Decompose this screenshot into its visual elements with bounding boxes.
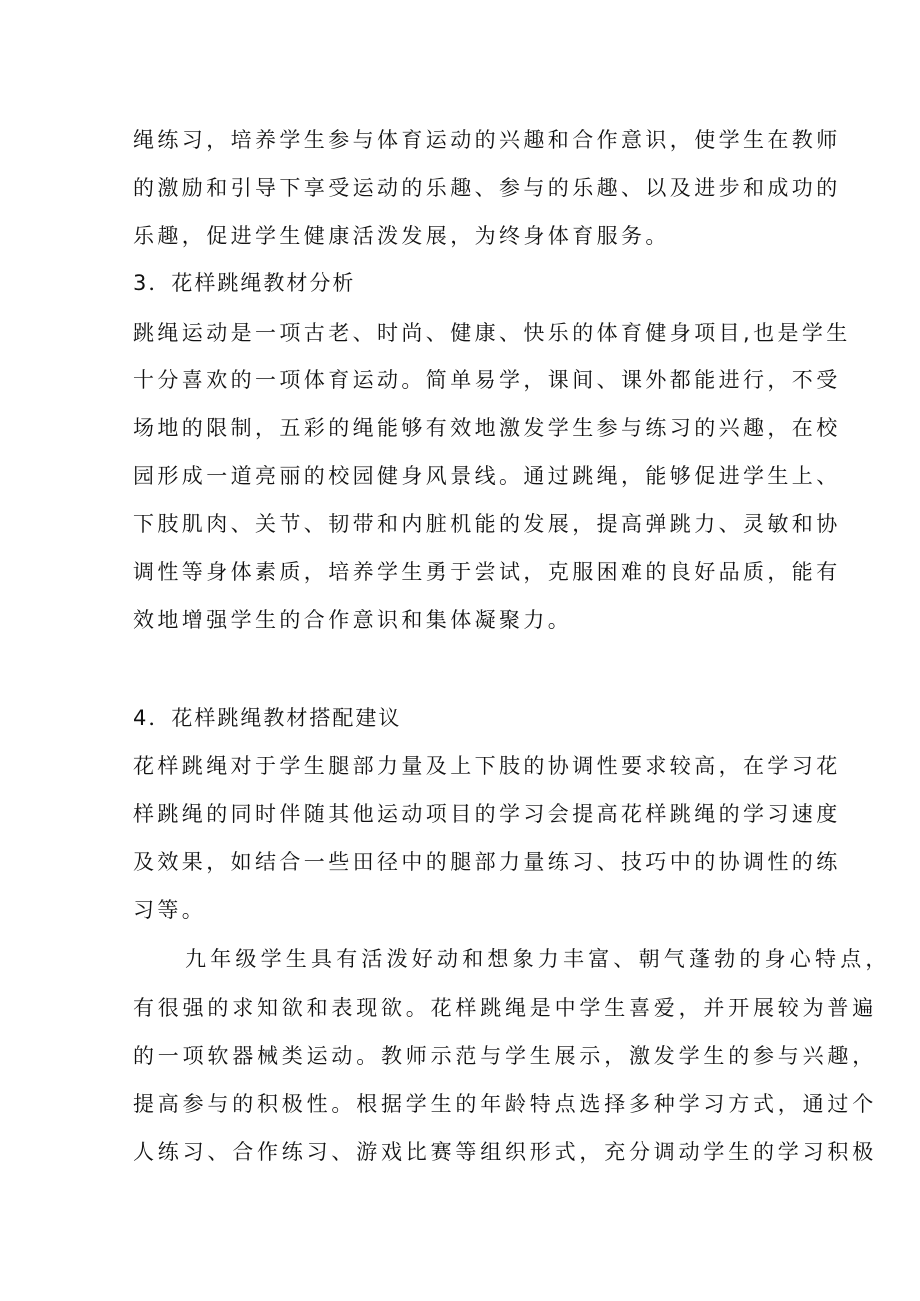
text-line: 提高参与的积极性。根据学生的年龄特点选择多种学习方式，通过个 bbox=[133, 1092, 877, 1116]
text-line: 的激励和引导下享受运动的乐趣、参与的乐趣、以及进步和成功的 bbox=[133, 176, 841, 200]
text-line: 跳绳运动是一项古老、时尚、健康、快乐的体育健身项目,也是学生 bbox=[133, 321, 851, 345]
text-line: 九年级学生具有活泼好动和想象力丰富、朝气蓬勃的身心特点， bbox=[185, 947, 891, 971]
text-line: 效地增强学生的合作意识和集体凝聚力。 bbox=[133, 608, 573, 632]
text-line: 的一项软器械类运动。教师示范与学生展示，激发学生的参与兴趣， bbox=[133, 1044, 877, 1068]
text-line: 样跳绳的同时伴随其他运动项目的学习会提高花样跳绳的学习速度 bbox=[133, 802, 841, 826]
text-line: 有很强的求知欲和表现欲。花样跳绳是中学生喜爱，并开展较为普遍 bbox=[133, 996, 877, 1020]
text-line: 习等。 bbox=[133, 898, 207, 922]
text-line: 十分喜欢的一项体育运动。简单易学，课间、课外都能进行，不受 bbox=[133, 368, 841, 392]
text-line: 调性等身体素质，培养学生勇于尝试，克服困难的良好品质，能有 bbox=[133, 560, 841, 584]
section-heading-3: 3．花样跳绳教材分析 bbox=[133, 271, 356, 295]
text-line: 花样跳绳对于学生腿部力量及上下肢的协调性要求较高，在学习花 bbox=[133, 754, 841, 778]
text-line: 人练习、合作练习、游戏比赛等组织形式，充分调动学生的学习积极 bbox=[133, 1140, 877, 1164]
text-line: 场地的限制，五彩的绳能够有效地激发学生参与练习的兴趣，在校 bbox=[133, 416, 841, 440]
text-line: 绳练习，培养学生参与体育运动的兴趣和合作意识，使学生在教师 bbox=[133, 128, 841, 152]
text-line: 园形成一道亮丽的校园健身风景线。通过跳绳，能够促进学生上、 bbox=[133, 464, 841, 488]
text-line: 乐趣，促进学生健康活泼发展，为终身体育服务。 bbox=[133, 224, 670, 248]
text-line: 及效果，如结合一些田径中的腿部力量练习、技巧中的协调性的练 bbox=[133, 850, 841, 874]
text-line: 下肢肌肉、关节、韧带和内脏机能的发展，提高弹跳力、灵敏和协 bbox=[133, 512, 841, 536]
section-heading-4: 4．花样跳绳教材搭配建议 bbox=[133, 706, 402, 730]
